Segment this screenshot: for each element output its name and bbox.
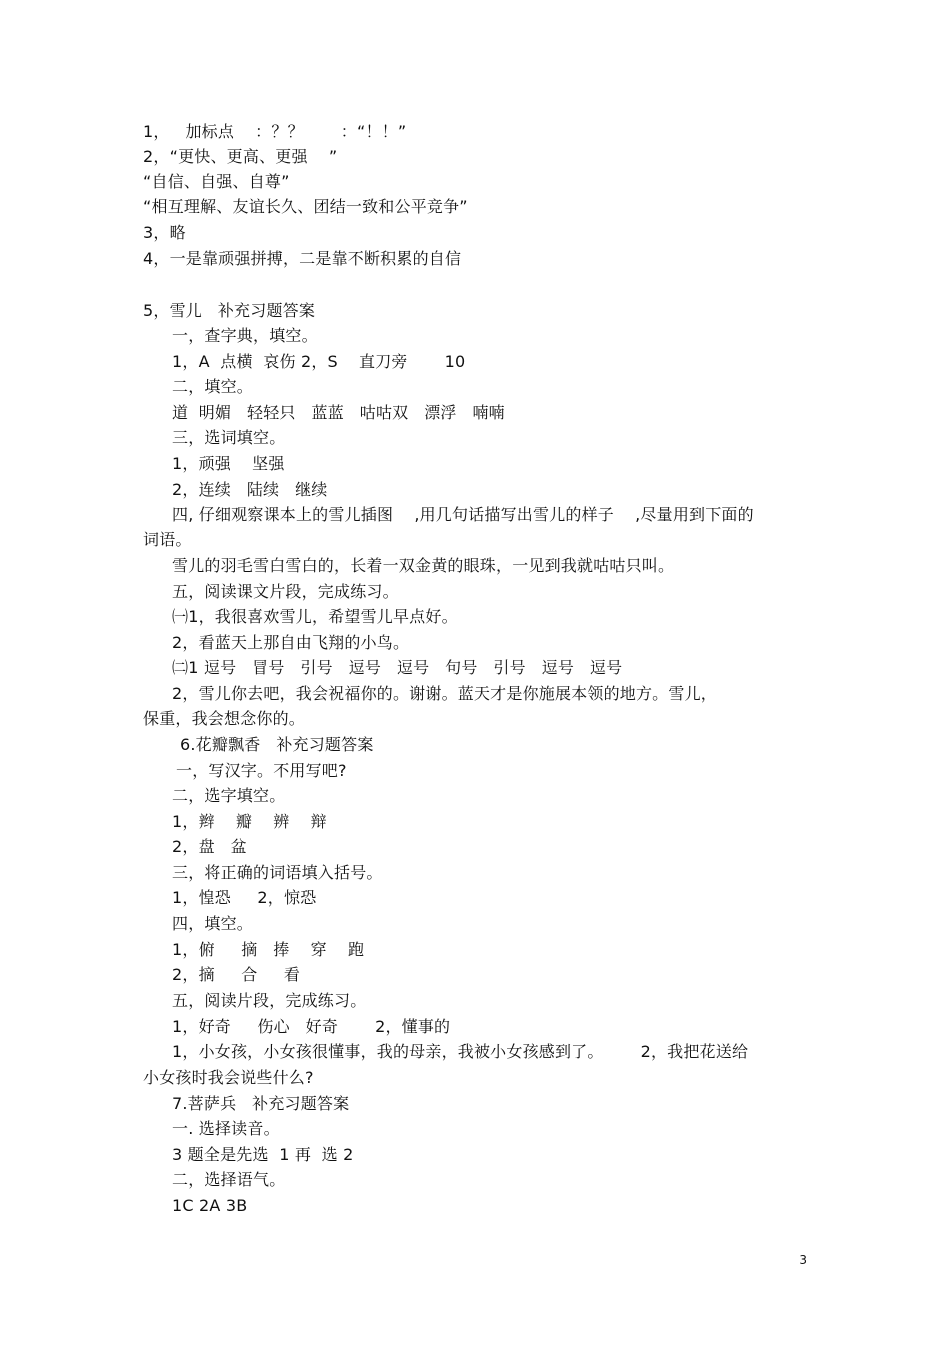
answer-line: 一，查字典，填空。 — [172, 326, 318, 345]
answer-line: 五，阅读课文片段，完成练习。 — [172, 582, 399, 601]
answer-line: 2，摘 合 看 — [172, 965, 301, 984]
answer-line: 2，连续 陆续 继续 — [172, 480, 328, 499]
page-number: 3 — [799, 1253, 807, 1267]
answer-line: 二，选字填空。 — [172, 786, 286, 805]
answer-line: 五，阅读片段，完成练习。 — [172, 991, 367, 1010]
answer-line: 1， 加标点 ：？？ ：“！！” — [143, 122, 407, 141]
answer-line: 一. 选择读音。 — [172, 1119, 280, 1138]
answer-line: ㈡1 逗号 冒号 引号 逗号 逗号 句号 引号 逗号 逗号 — [172, 658, 623, 677]
answer-line: 四，填空。 — [172, 914, 254, 933]
answer-line: 道 明媚 轻轻只 蓝蓝 咕咕双 漂浮 喃喃 — [172, 403, 505, 422]
answer-line: 1，好奇 伤心 好奇 2，懂事的 — [172, 1017, 451, 1036]
answer-line: 四, 仔细观察课本上的雪儿插图 ,用几句话描写出雪儿的样子 ,尽量用到下面的 — [172, 505, 754, 524]
answer-line: 1，A 点横 哀伤 2，S 直刀旁 10 — [172, 352, 466, 371]
section-heading: 7.菩萨兵 补充习题答案 — [172, 1094, 350, 1113]
answer-line: 小女孩时我会说些什么? — [143, 1068, 314, 1087]
answer-line: 1C 2A 3B — [172, 1196, 248, 1215]
answer-line: 1，辫 瓣 辨 辩 — [172, 812, 327, 831]
answer-line: ㈠1，我很喜欢雪儿，希望雪儿早点好。 — [172, 607, 458, 626]
answer-line: 雪儿的羽毛雪白雪白的，长着一双金黄的眼珠，一见到我就咕咕只叫。 — [172, 556, 675, 575]
answer-line: 三，将正确的词语填入括号。 — [172, 863, 383, 882]
answer-line: 2，盘 盆 — [172, 837, 247, 856]
answer-line: 2，“更快、更高、更强 ” — [143, 147, 338, 166]
answer-line: “自信、自强、自尊” — [143, 172, 290, 191]
answer-line: 2，雪儿你去吧，我会祝福你的。谢谢。蓝天才是你施展本领的地方。雪儿， — [172, 684, 717, 703]
answer-line: 2，看蓝天上那自由飞翔的小鸟。 — [172, 633, 410, 652]
answer-line: 二，选择语气。 — [172, 1170, 286, 1189]
section-heading: 6.花瓣飘香 补充习题答案 — [180, 735, 374, 754]
answer-line: 词语。 — [143, 530, 192, 549]
answer-line: 二，填空。 — [172, 377, 254, 396]
answer-line: 一，写汉字。不用写吧? — [176, 761, 347, 780]
answer-line: 保重，我会想念你的。 — [143, 709, 306, 728]
answer-line: 三，选词填空。 — [172, 428, 286, 447]
answer-line: 1，小女孩，小女孩很懂事，我的母亲，我被小女孩感到了。 2，我把花送给 — [172, 1042, 749, 1061]
answer-line: “相互理解、友谊长久、团结一致和公平竞争” — [143, 197, 468, 216]
answer-line: 3，略 — [143, 223, 186, 242]
answer-line: 1，俯 摘 捧 穿 跑 — [172, 940, 365, 959]
section-heading: 5，雪儿 补充习题答案 — [143, 301, 316, 320]
answer-line: 1，顽强 坚强 — [172, 454, 285, 473]
answer-line: 4，一是靠顽强拼搏，二是靠不断积累的自信 — [143, 249, 462, 268]
answer-line: 1，惶恐 2，惊恐 — [172, 888, 317, 907]
answer-line: 3 题全是先选 1 再 选 2 — [172, 1145, 354, 1164]
